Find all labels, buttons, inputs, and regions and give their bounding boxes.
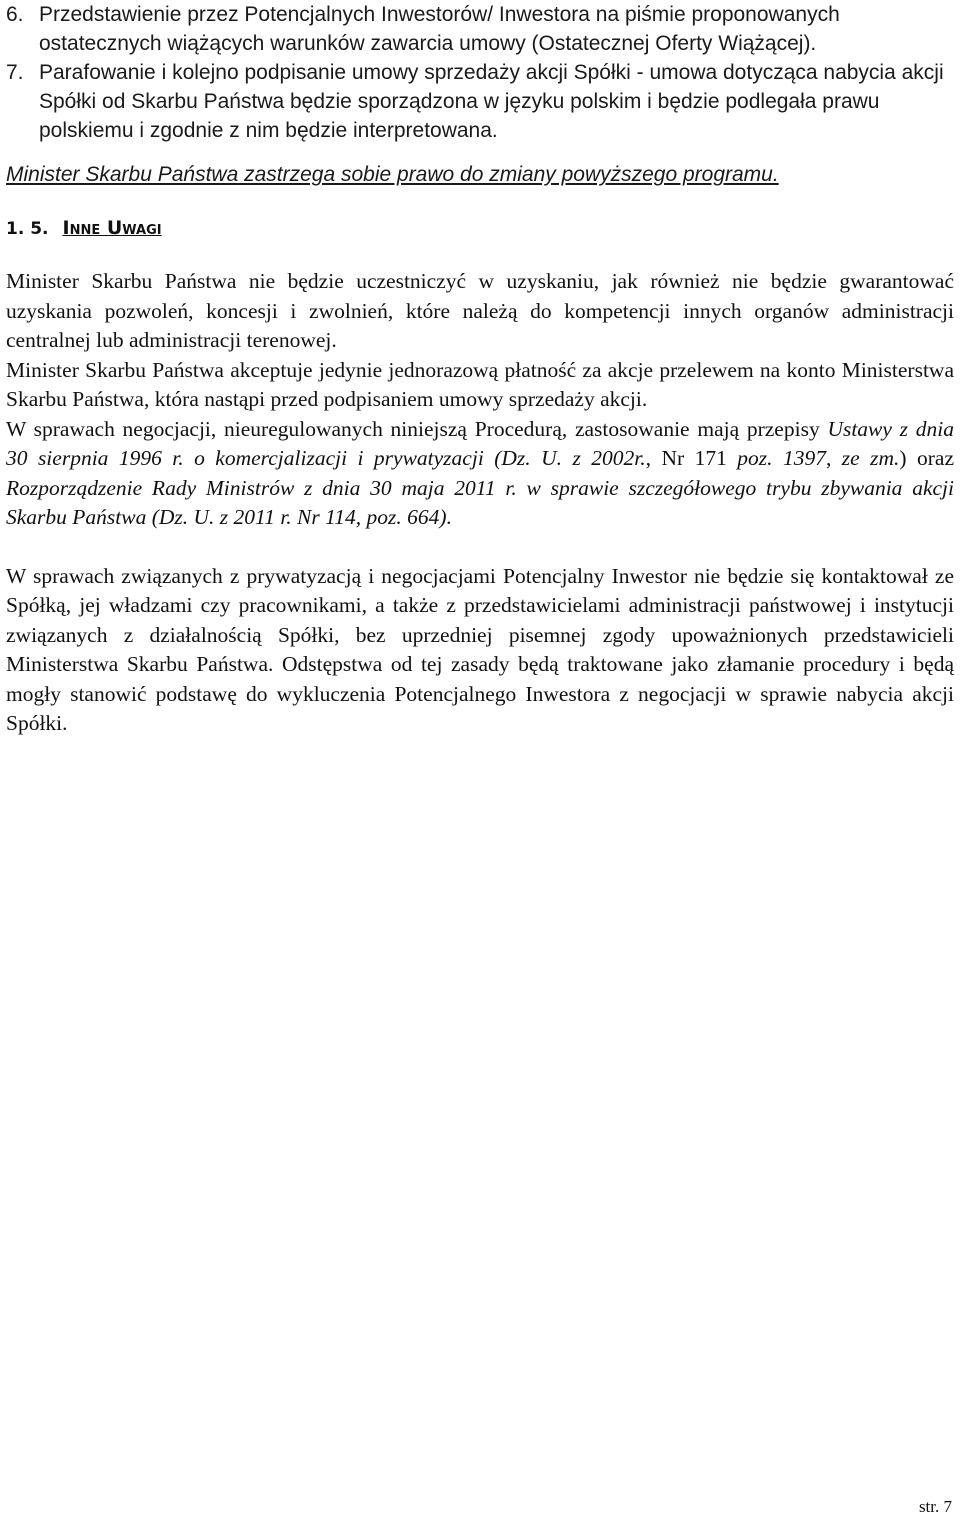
page-number: str. 7 [918, 1497, 952, 1516]
paragraph-permits: Minister Skarbu Państwa nie będzie uczestniczyć w uzyskaniu, jak również nie będzie gwarantować uzyskania pozwoleń, koncesji i zwolnień, które należą do kompetencji innych organów administracji centralnej lub administracji terenowej. [6, 269, 954, 352]
legal-basis-connector: ) oraz [899, 446, 955, 470]
paragraph-legal-basis [6, 415, 954, 533]
numbered-list [6, 0, 954, 145]
list-item-number: 7. [6, 61, 24, 84]
act-reference: Ustawy z dnia 30 sierpnia 1996 r. o komercjalizacji i prywatyzacji (Dz. U. z 2002r. [6, 416, 955, 470]
program-change-notice: Minister Skarbu Państwa zastrzega sobie prawo do zmiany powyższego programu. [6, 163, 779, 186]
list-item [6, 0, 954, 58]
list-item [6, 58, 954, 145]
act-reference-position: poz. 1397, ze zm. [737, 446, 900, 470]
section-title: Inne Uwagi [62, 217, 162, 239]
list-item-text: Parafowanie i kolejno podpisanie umowy sprzedaży akcji Spółki - umowa dotycząca nabycia akcji Spółki od Skarbu Państwa będzie sporządzona w języku polskim i będzie podlegała prawu polskiemu i zgodnie z nim będzie interpretowana. [39, 61, 944, 142]
act-reference-number: , Nr 171 [645, 446, 738, 470]
document-page [6, 0, 954, 739]
legal-basis-intro: W sprawach negocjacji, nieuregulowanych niniejszą Procedurą, zastosowanie mają przepisy [6, 416, 828, 441]
section-heading [6, 216, 954, 241]
paragraph-payment: Minister Skarbu Państwa akceptuje jedynie jednorazową płatność za akcje przelewem na konto Ministerstwa Skarbu Państwa, która nastąpi przed podpisaniem umowy sprzedaży akcji. [6, 357, 954, 411]
regulation-reference: Rozporządzenie Rady Ministrów z dnia 30 maja 2011 r. w sprawie szczegółowego trybu zbywania akcji Skarbu Państwa (Dz. U. z 2011 r. Nr 114, poz. 664). [6, 475, 954, 529]
list-item-number: 6. [6, 3, 24, 26]
section-number: 1. 5. [6, 219, 49, 239]
paragraph-contact-restriction: W sprawach związanych z prywatyzacją i negocjacjami Potencjalny Inwestor nie będzie się kontaktował ze Spółką, jej władzami czy pracownikami, a także z przedstawicielami administracji państwowej i instytucji związanych z działalnością Spółki, bez uprzedniej pisemnej zgody upoważnionych przedstawicieli Ministerstwa Skarbu Państwa. Odstępstwa od tej zasady będą traktowane jako złamanie procedury i będą mogły stanowić podstawę do wykluczenia Potencjalnego Inwestora z negocjacji w sprawie nabycia akcji Spółki. [6, 563, 954, 735]
list-item-text: Przedstawienie przez Potencjalnych Inwestorów/ Inwestora na piśmie proponowanych ostatecznych wiążących warunków zawarcia umowy (Ostatecznej Oferty Wiążącej). [39, 3, 840, 55]
